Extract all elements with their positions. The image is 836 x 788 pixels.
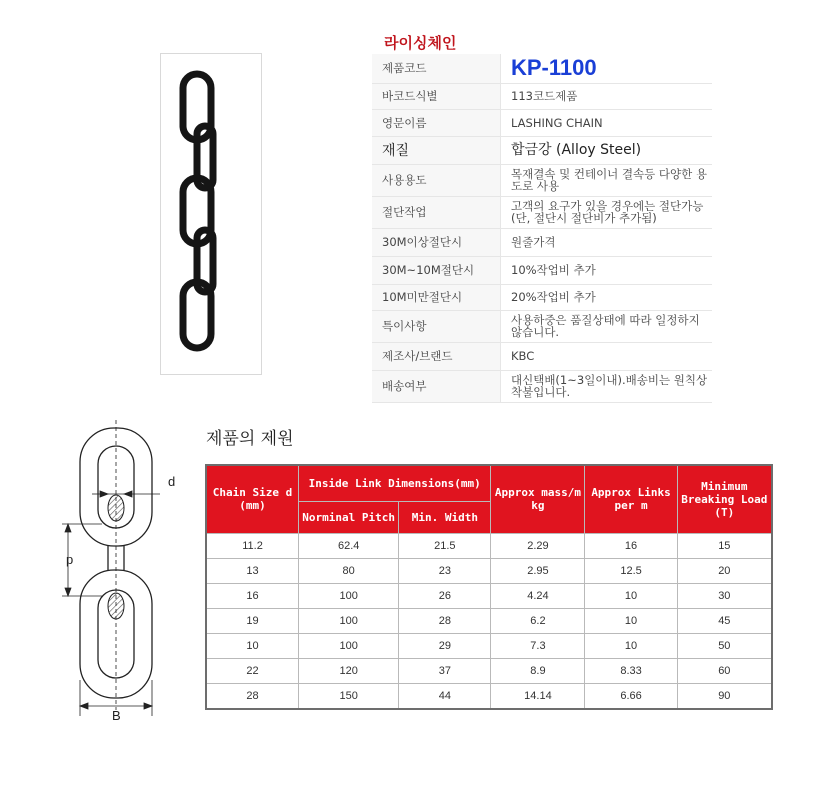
info-value: 대신택배(1~3일이내).배송비는 원칙상 착불입니다.	[501, 370, 713, 402]
info-label: 10M미만절단시	[372, 284, 501, 310]
spec-table-body	[206, 533, 772, 709]
spec-heading: 제품의 제원	[206, 429, 294, 449]
spec-cell: 8.33	[585, 658, 677, 683]
spec-row	[206, 683, 772, 709]
spec-cell: 90	[677, 683, 772, 709]
product-photo	[160, 53, 262, 375]
spec-cell: 28	[206, 683, 299, 709]
spec-cell: 26	[399, 583, 491, 608]
info-value: 목재결속 및 컨테이너 결속등 다양한 용도로 사용	[501, 164, 713, 196]
spec-cell: 10	[585, 583, 677, 608]
spec-cell: 80	[299, 558, 399, 583]
spec-cell: 14.14	[491, 683, 585, 709]
info-label: 사용용도	[372, 164, 501, 196]
product-title: 라이싱체인	[384, 34, 457, 52]
info-label: 영문이름	[372, 109, 501, 136]
spec-cell: 28	[399, 608, 491, 633]
info-row-brand	[372, 342, 712, 370]
info-value: 고객의 요구가 있을 경우에는 절단가능(단, 절단시 절단비가 추가됨)	[501, 196, 713, 228]
info-label: 30M이상절단시	[372, 228, 501, 256]
info-value: 원줄가격	[501, 228, 713, 256]
spec-cell: 29	[399, 633, 491, 658]
spec-cell: 16	[585, 533, 677, 558]
spec-row	[206, 533, 772, 558]
spec-cell: 15	[677, 533, 772, 558]
spec-cell: 6.66	[585, 683, 677, 709]
info-row-30m-10m	[372, 256, 712, 284]
spec-cell: 22	[206, 658, 299, 683]
spec-row	[206, 583, 772, 608]
spec-cell: 10	[585, 608, 677, 633]
spec-cell: 62.4	[299, 533, 399, 558]
spec-row	[206, 608, 772, 633]
info-value: 20%작업비 추가	[501, 284, 713, 310]
spec-cell: 100	[299, 633, 399, 658]
header-chain-size: Chain Size d (mm)	[206, 465, 299, 533]
dimension-label-d: d	[168, 474, 176, 489]
spec-cell: 10	[206, 633, 299, 658]
spec-cell: 16	[206, 583, 299, 608]
info-value: 합금강 (Alloy Steel)	[501, 136, 713, 164]
spec-cell: 20	[677, 558, 772, 583]
info-row-code	[372, 54, 712, 83]
chain-dimension-diagram	[52, 420, 200, 720]
spec-cell: 11.2	[206, 533, 299, 558]
info-row-usage	[372, 164, 712, 196]
spec-cell: 2.95	[491, 558, 585, 583]
spec-cell: 7.3	[491, 633, 585, 658]
info-value: LASHING CHAIN	[501, 109, 713, 136]
spec-cell: 44	[399, 683, 491, 709]
product-code: KP-1100	[501, 54, 713, 83]
spec-row	[206, 658, 772, 683]
spec-cell: 8.9	[491, 658, 585, 683]
info-label: 배송여부	[372, 370, 501, 402]
header-links-per-m: Approx Links per m	[585, 465, 677, 533]
info-row-shipping	[372, 370, 712, 402]
header-width: Min. Width	[399, 501, 491, 533]
spec-cell: 30	[677, 583, 772, 608]
spec-cell: 37	[399, 658, 491, 683]
header-mass: Approx mass/m kg	[491, 465, 585, 533]
spec-cell: 12.5	[585, 558, 677, 583]
spec-cell: 120	[299, 658, 399, 683]
header-breaking-load: Minimum Breaking Load (T)	[677, 465, 772, 533]
info-label: 제품코드	[372, 54, 501, 83]
spec-table	[205, 464, 773, 710]
info-row-barcode	[372, 83, 712, 109]
info-label: 30M~10M절단시	[372, 256, 501, 284]
info-row-cutting	[372, 196, 712, 228]
header-pitch: Norminal Pitch	[299, 501, 399, 533]
info-label: 절단작업	[372, 196, 501, 228]
spec-cell: 21.5	[399, 533, 491, 558]
dimension-label-b: B	[112, 708, 121, 720]
spec-cell: 23	[399, 558, 491, 583]
spec-cell: 50	[677, 633, 772, 658]
dimension-label-p: p	[66, 552, 74, 567]
info-value: 10%작업비 추가	[501, 256, 713, 284]
info-row-notes	[372, 310, 712, 342]
chain-image	[161, 54, 261, 374]
info-row-over-30m	[372, 228, 712, 256]
info-label: 제조사/브랜드	[372, 342, 501, 370]
info-row-material	[372, 136, 712, 164]
info-label: 재질	[372, 136, 501, 164]
spec-cell: 4.24	[491, 583, 585, 608]
product-info-table	[372, 54, 712, 403]
info-label: 특이사항	[372, 310, 501, 342]
spec-cell: 10	[585, 633, 677, 658]
info-label: 바코드식별	[372, 83, 501, 109]
spec-cell: 150	[299, 683, 399, 709]
info-row-english-name	[372, 109, 712, 136]
header-inside-link: Inside Link Dimensions(mm)	[299, 465, 491, 501]
spec-cell: 60	[677, 658, 772, 683]
spec-cell: 19	[206, 608, 299, 633]
info-value: 사용하중은 품질상태에 따라 일정하지 않습니다.	[501, 310, 713, 342]
info-value: KBC	[501, 342, 713, 370]
spec-cell: 2.29	[491, 533, 585, 558]
spec-cell: 100	[299, 608, 399, 633]
spec-cell: 6.2	[491, 608, 585, 633]
spec-cell: 100	[299, 583, 399, 608]
info-row-under-10m	[372, 284, 712, 310]
spec-cell: 45	[677, 608, 772, 633]
spec-row	[206, 558, 772, 583]
spec-row	[206, 633, 772, 658]
info-value: 113코드제품	[501, 83, 713, 109]
spec-cell: 13	[206, 558, 299, 583]
